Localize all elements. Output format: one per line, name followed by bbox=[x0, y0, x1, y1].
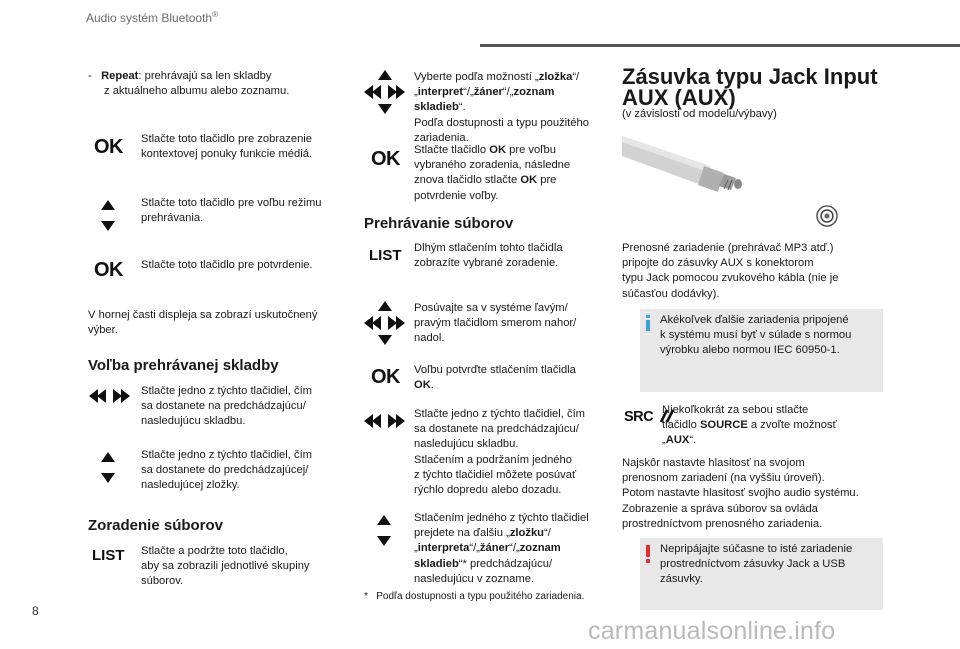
t: “/ bbox=[572, 71, 580, 83]
t: skladieb bbox=[414, 557, 459, 570]
dash: - bbox=[88, 70, 92, 82]
line: nasledujúcej zložky. bbox=[141, 479, 240, 492]
line: súčasťou dodávky). bbox=[622, 287, 720, 300]
line: aby sa zobrazili jednotlivé skupiny bbox=[141, 560, 310, 573]
list-button-icon: LIST bbox=[92, 547, 125, 564]
line: typu Jack pomocou zvukového kábla (nie je bbox=[622, 272, 839, 285]
up-down-arrows-icon bbox=[376, 515, 392, 549]
ok-button-icon: OK bbox=[94, 259, 123, 281]
up-down-arrows-icon bbox=[100, 200, 116, 234]
line: nasledujúcu skladbu. bbox=[414, 438, 519, 451]
line: prostredníctvom prenosného zariadenia. bbox=[622, 517, 823, 530]
top-info-text bbox=[88, 308, 317, 338]
line: zobrazíte vybrané zoradenie. bbox=[414, 257, 559, 270]
t: a zvoľte možnosť bbox=[747, 419, 837, 432]
list-long-text bbox=[414, 241, 563, 271]
line: nasledujúcu skladbu. bbox=[141, 415, 246, 428]
line: Voľbu potvrďte stlačením tlačidla bbox=[414, 364, 576, 376]
warning-icon bbox=[645, 545, 651, 568]
line: Posúvajte sa v systéme ľavým/ bbox=[414, 302, 568, 314]
t: Vyberte podľa možností „ bbox=[414, 71, 539, 83]
left-right-arrows-icon bbox=[89, 389, 131, 403]
line: vybraného zoradenia, následne bbox=[414, 159, 571, 172]
line: sa dostanete do predchádzajúcej/ bbox=[141, 464, 309, 477]
line: Stlačením jedného z týchto tlačidiel bbox=[414, 512, 589, 524]
line: nadol. bbox=[414, 332, 445, 345]
t: zložku bbox=[509, 527, 544, 540]
t: tlačidlo bbox=[662, 419, 700, 432]
repeat-text: : prehrávajú sa len skladby bbox=[138, 70, 272, 82]
t: žáner bbox=[479, 542, 510, 555]
ud-track-text bbox=[414, 511, 589, 587]
t: “/„ bbox=[509, 542, 520, 555]
ok-button-icon: OK bbox=[371, 366, 400, 388]
src-label: SRC bbox=[624, 409, 654, 425]
list-sort-text bbox=[141, 544, 310, 590]
line: výrobku alebo normou IEC 60950-1. bbox=[660, 344, 840, 357]
subtitle: (v závislosti od modelu/výbavy) bbox=[622, 108, 777, 120]
line: sa dostanete na predchádzajúcu/ bbox=[141, 400, 306, 413]
lr-track-text bbox=[414, 407, 585, 498]
four-way-arrows-icon bbox=[364, 70, 406, 114]
t: “/ bbox=[544, 527, 551, 540]
heading-sorting: Zoradenie súborov bbox=[88, 517, 224, 534]
t: AUX bbox=[665, 434, 690, 447]
line: Dlhým stlačením tohto tlačidla bbox=[414, 242, 563, 254]
line: rýchlo dopredu alebo dozadu. bbox=[414, 484, 562, 497]
line: prenosnom zariadení (na vyššiu úroveň). bbox=[622, 472, 825, 485]
header-rule bbox=[480, 44, 960, 47]
line: pripojte do zásuvky AUX s konektorom bbox=[622, 257, 814, 270]
line: prostredníctvom zásuvky Jack a USB bbox=[660, 558, 846, 571]
t: OK bbox=[414, 379, 431, 392]
line: Stlačením a podržaním jedného bbox=[414, 453, 572, 466]
footnote bbox=[364, 591, 584, 602]
line: Stlačte a podržte toto tlačidlo, bbox=[141, 545, 288, 557]
t: SOURCE bbox=[699, 419, 748, 432]
t: . bbox=[430, 379, 434, 392]
warning-note-text bbox=[660, 542, 852, 588]
t: „ bbox=[414, 86, 418, 99]
line: Stlačte jedno z týchto tlačidiel, čím bbox=[414, 408, 585, 420]
t: “. bbox=[689, 434, 697, 447]
t: znova tlačidlo stlačte bbox=[414, 174, 521, 187]
footnote-star: * bbox=[364, 591, 368, 602]
jack-plug-illustration bbox=[622, 128, 852, 241]
line: Niekoľkokrát za sebou stlačte bbox=[662, 404, 809, 416]
line: prehrávania. bbox=[141, 212, 204, 225]
t: zložka bbox=[538, 71, 573, 83]
select-criteria-text bbox=[414, 70, 589, 146]
line: potvrdenie voľby. bbox=[414, 189, 499, 202]
line: Potom nastavte hlasitosť svojho audio systému. bbox=[622, 487, 859, 500]
t: OK bbox=[520, 174, 538, 187]
ud-folder-text bbox=[141, 448, 312, 494]
line: kontextovej ponuky funkcie médiá. bbox=[141, 148, 313, 161]
confirm-text: Stlačte toto tlačidlo pre potvrdenie. bbox=[141, 259, 313, 271]
repeat-text-2: z aktuálneho albumu alebo zoznamu. bbox=[104, 85, 290, 98]
repeat-item bbox=[88, 69, 289, 99]
line: súborov. bbox=[141, 575, 184, 588]
t: “/„ bbox=[502, 86, 514, 99]
ok-confirm-text bbox=[414, 363, 576, 393]
heading-file-playback: Prehrávanie súborov bbox=[364, 215, 514, 232]
line: Zobrazenie a správa súborov sa ovláda bbox=[622, 502, 818, 515]
para-connect bbox=[622, 241, 838, 302]
t: “* predchádzajúcu/ bbox=[458, 557, 553, 570]
line: V hornej časti displeja sa zobrazí uskutočnený bbox=[88, 309, 318, 321]
section-title bbox=[622, 66, 878, 108]
line: Stlačte toto tlačidlo pre voľbu režimu bbox=[141, 197, 322, 209]
t: žáner bbox=[473, 86, 503, 99]
para-volume bbox=[622, 456, 859, 532]
info-note-text bbox=[660, 313, 851, 359]
t: zoznam bbox=[513, 86, 555, 99]
line: Akékoľvek ďalšie zariadenia pripojené bbox=[660, 314, 849, 326]
t: „ bbox=[414, 542, 418, 555]
mode-text bbox=[141, 196, 322, 226]
ok-button-icon: OK bbox=[371, 148, 400, 170]
title-line: AUX (AUX) bbox=[622, 85, 736, 110]
title-line: Zásuvka typu Jack Input bbox=[622, 64, 878, 89]
ok-button-icon: OK bbox=[94, 136, 123, 158]
nav-text bbox=[414, 301, 576, 347]
t: “. bbox=[458, 101, 466, 114]
line: Prenosné zariadenie (prehrávač MP3 atď.) bbox=[622, 242, 834, 254]
info-icon bbox=[645, 315, 650, 330]
registered-mark: ® bbox=[212, 10, 218, 19]
line: zariadenia. bbox=[414, 131, 469, 144]
line: Stlačte toto tlačidlo pre zobrazenie bbox=[141, 133, 313, 145]
line: Stlačte jedno z týchto tlačidiel, čím bbox=[141, 449, 312, 461]
t: „ bbox=[662, 434, 666, 447]
t: pre voľbu bbox=[506, 144, 556, 156]
line: Najskôr nastavte hlasitosť na svojom bbox=[622, 457, 805, 469]
lr-folder-text bbox=[141, 384, 312, 430]
t: OK bbox=[489, 144, 507, 156]
line: z týchto tlačidiel môžete posúvať bbox=[414, 468, 577, 481]
line: Nepripájajte súčasne to isté zariadenie bbox=[660, 543, 853, 555]
footnote-text: Podľa dostupnosti a typu použitého zariadenia. bbox=[376, 591, 585, 602]
up-down-arrows-icon bbox=[100, 452, 116, 486]
list-button-icon: LIST bbox=[369, 247, 402, 264]
repeat-term: Repeat bbox=[101, 70, 139, 82]
running-header bbox=[86, 10, 218, 25]
line: výber. bbox=[88, 324, 118, 337]
t: Stlačte tlačidlo bbox=[414, 144, 490, 156]
line: sa dostanete na predchádzajúcu/ bbox=[414, 423, 579, 436]
ok-menu-text bbox=[141, 132, 312, 162]
left-right-arrows-icon bbox=[364, 414, 406, 428]
t: prejdete na ďalšiu „ bbox=[414, 527, 510, 540]
four-way-arrows-icon bbox=[364, 301, 406, 345]
line: Stlačte jedno z týchto tlačidiel, čím bbox=[141, 385, 312, 397]
t: pre bbox=[537, 174, 557, 187]
heading-track-selection: Voľba prehrávanej skladby bbox=[88, 357, 279, 374]
t: “/„ bbox=[463, 86, 474, 99]
t: interpret bbox=[417, 86, 464, 99]
line: nasledujúcu v zozname. bbox=[414, 572, 535, 585]
page-number: 8 bbox=[32, 604, 39, 618]
line: pravým tlačidlom smerom nahor/ bbox=[414, 317, 577, 330]
src-step-text bbox=[662, 403, 837, 449]
line: Podľa dostupnosti a typu použitého bbox=[414, 116, 589, 129]
t: “/„ bbox=[469, 542, 480, 555]
t: zoznam bbox=[519, 542, 561, 555]
header-title: Audio systém Bluetooth bbox=[86, 11, 213, 25]
ok-sort-text bbox=[414, 143, 570, 204]
watermark: carmanualsonline.info bbox=[588, 617, 836, 645]
line: k systému musí byť v súlade s normou bbox=[660, 329, 852, 342]
t: skladieb bbox=[414, 101, 459, 114]
line: zásuvky. bbox=[660, 573, 703, 586]
t: interpreta bbox=[417, 542, 470, 555]
